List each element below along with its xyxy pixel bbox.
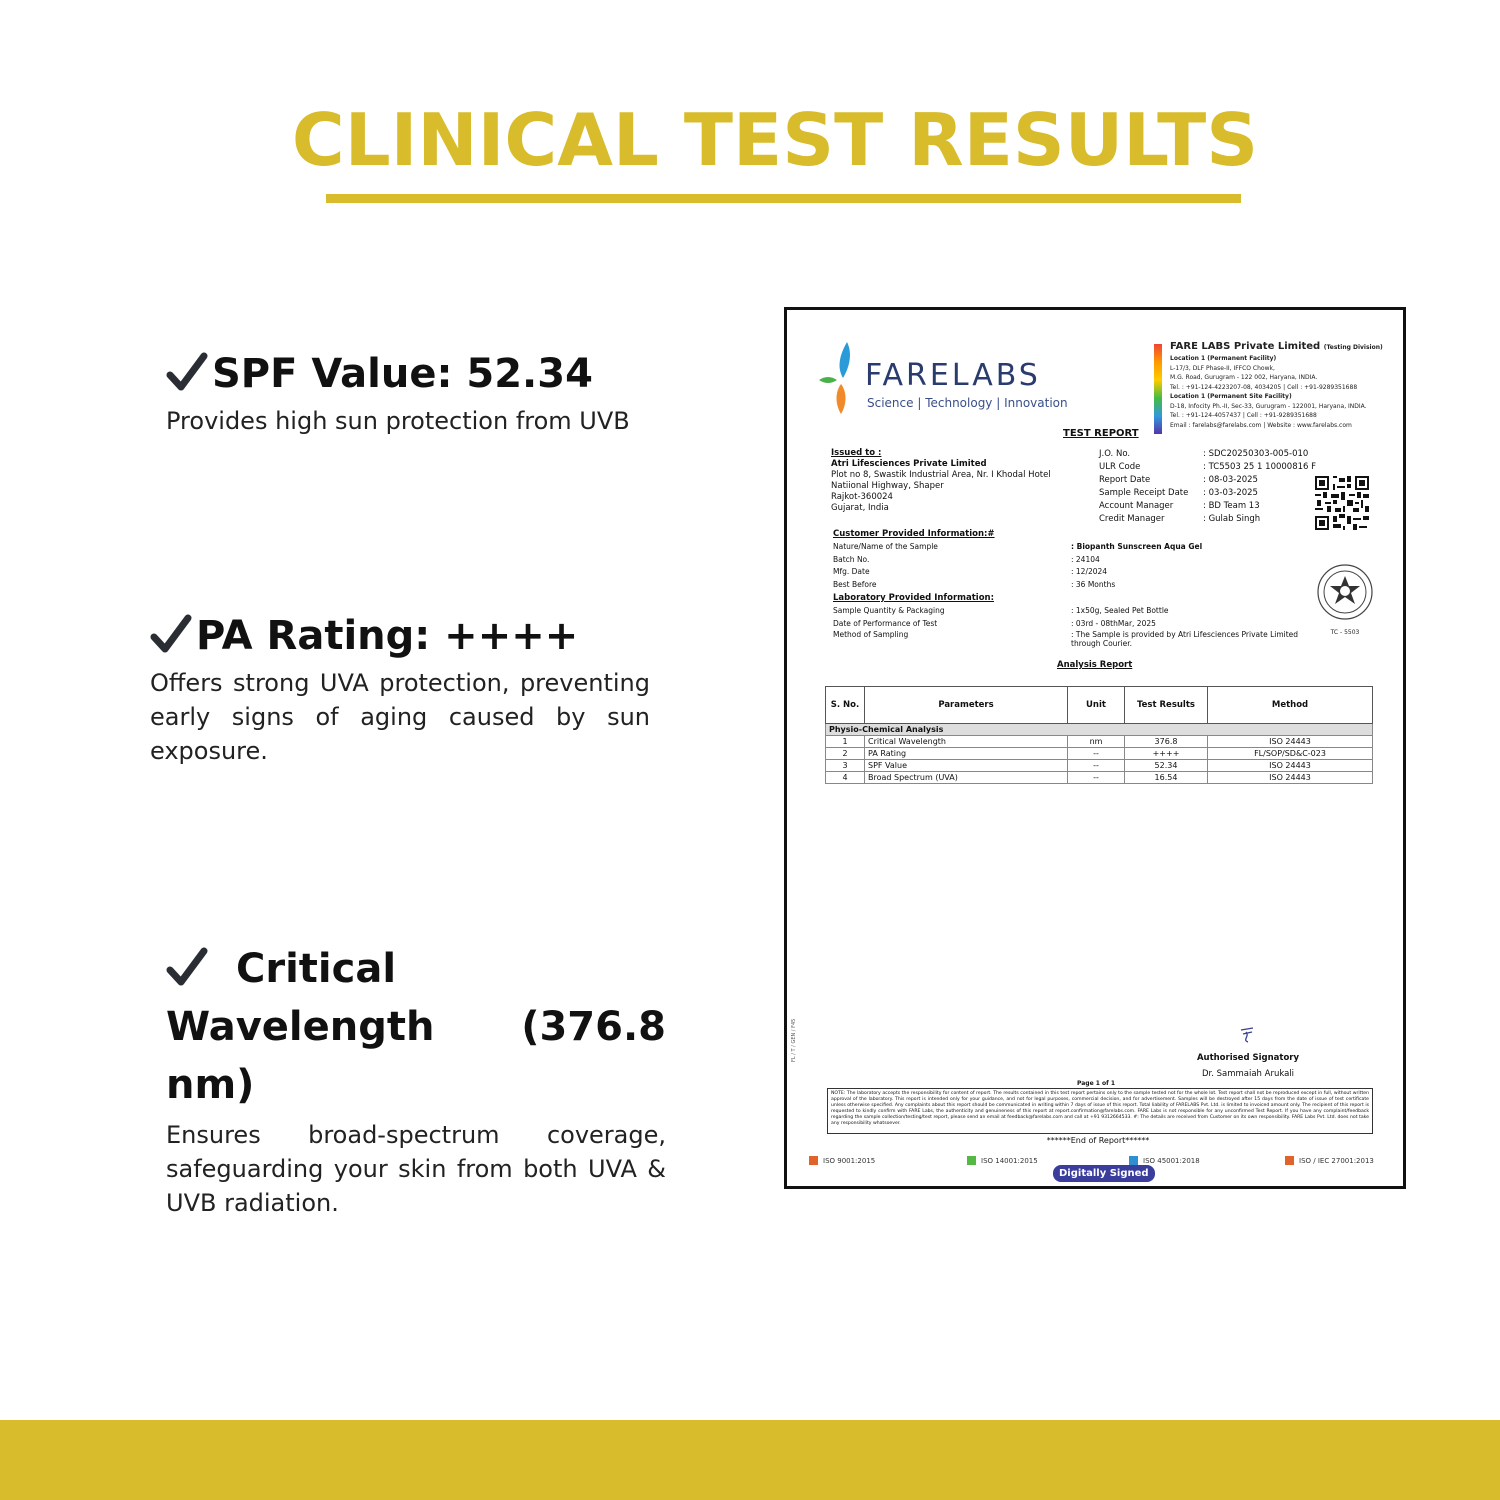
cell-result: ++++	[1125, 748, 1208, 760]
spf-description: Provides high sun protection from UVB	[166, 407, 630, 435]
cell-unit: --	[1068, 748, 1125, 760]
table-section-row	[826, 724, 1373, 736]
job-info-row: Credit Manager : Gulab Singh	[1099, 514, 1261, 524]
column-header: Method	[1208, 687, 1373, 724]
lab-info-row: Method of Sampling : The Sample is provided by Atri Lifesciences Private Limited through Courier.	[833, 630, 1299, 649]
cell-sno: 4	[826, 772, 865, 784]
company-name: FARE LABS Private Limited (Testing Division)	[1170, 341, 1383, 352]
company-line: Tel. : +91-124-4223207-08, 4034205 | Cell : +91-9289351688	[1170, 383, 1358, 391]
page-title: CLINICAL TEST RESULTS	[291, 98, 1259, 182]
check-icon	[166, 940, 236, 998]
lab-info-heading: Laboratory Provided Information:	[833, 592, 995, 603]
issued-to-name: Atri Lifesciences Private Limited	[831, 459, 987, 469]
cell-parameter: Critical Wavelength	[865, 736, 1068, 748]
lab-info-row: Date of Performance of Test : 03rd - 08thMar, 2025	[833, 618, 1156, 628]
customer-info-row: Mfg. Date : 12/2024	[833, 567, 1108, 577]
farelabs-logo	[807, 338, 1107, 418]
cell-result: 52.34	[1125, 760, 1208, 772]
seal-label: TC - 5503	[1330, 629, 1360, 636]
cert-badge: ISO / IEC 27001:2013	[1285, 1156, 1374, 1165]
customer-info-row: Nature/Name of the Sample : Biopanth Sunscreen Aqua Gel	[833, 541, 1203, 551]
address-line: Natiional Highway, Shaper	[831, 481, 944, 491]
accreditation-seal-icon	[1315, 562, 1375, 640]
end-of-report: ******End of Report******	[1046, 1136, 1150, 1145]
pa-heading: PA Rating: ++++	[150, 610, 650, 662]
customer-info-heading: Customer Provided Information:#	[833, 529, 995, 539]
wavelength-heading: Critical Wavelength (376.8 nm)	[166, 940, 666, 1114]
pa-description: Offers strong UVA protection, preventing early signs of aging caused by sun exposure.	[150, 669, 650, 765]
signature-mark-icon	[1238, 1026, 1258, 1044]
iso-icon	[967, 1156, 976, 1165]
company-line: Tel. : +91-124-4057437 | Cell : +91-9289351688	[1170, 412, 1317, 419]
signatory-name: Dr. Sammaiah Arukali	[1201, 1069, 1295, 1079]
iso-icon	[1285, 1156, 1294, 1165]
company-address-block	[1154, 340, 1410, 430]
cell-unit: --	[1068, 760, 1125, 772]
customer-info-block	[833, 528, 1333, 648]
table-row	[826, 736, 1373, 748]
lab-info-row: Sample Quantity & Packaging : 1x50g, Sealed Pet Bottle	[833, 605, 1169, 615]
issued-to-label: Issued to :	[831, 448, 882, 458]
job-info-row: ULR Code : TC5503 25 1 10000816 F	[1099, 462, 1317, 472]
test-report-document	[784, 307, 1406, 1189]
cert-badge: ISO 9001:2015	[809, 1156, 875, 1165]
company-line: Location 1 (Permanent Site Facility)	[1170, 393, 1292, 400]
test-report-heading: TEST REPORT	[1063, 428, 1139, 439]
color-stripe	[1154, 344, 1162, 434]
check-icon	[150, 610, 196, 662]
logo-tagline: Science | Technology | Innovation	[867, 396, 1068, 410]
company-line: Email : farelabs@farelabs.com | Website : www.farelabs.com	[1170, 421, 1352, 429]
iso-icon	[1129, 1156, 1138, 1165]
column-header: Unit	[1068, 687, 1125, 724]
customer-info-row: Batch No. : 24104	[833, 554, 1100, 564]
cert-badge: ISO 14001:2015	[967, 1156, 1038, 1165]
cell-method: FL/SOP/SD&C-023	[1208, 748, 1373, 760]
cell-parameter: PA Rating	[865, 748, 1068, 760]
page-number: Page 1 of 1	[1077, 1080, 1115, 1087]
cell-sno: 3	[826, 760, 865, 772]
column-header: Test Results	[1125, 687, 1208, 724]
table-row	[826, 748, 1373, 760]
cert-badge: ISO 45001:2018	[1129, 1156, 1200, 1165]
form-code: FL / T / GEN / F45	[791, 1018, 797, 1062]
qr-code-icon	[1313, 474, 1371, 532]
spf-heading: SPF Value: 52.34	[166, 348, 726, 400]
address-line: Gujarat, India	[831, 503, 889, 513]
column-header: S. No.	[826, 687, 865, 724]
job-info-block	[1099, 448, 1316, 526]
cell-unit: nm	[1068, 736, 1125, 748]
pa-claim	[150, 610, 650, 768]
drop-icon	[817, 338, 857, 418]
column-header: Parameters	[865, 687, 1068, 724]
signatory-block	[1183, 1026, 1313, 1082]
title-underline	[326, 194, 1241, 203]
signatory-title: Authorised Signatory	[1196, 1053, 1300, 1063]
table-header-row	[826, 687, 1373, 724]
address-line: Rajkot-360024	[831, 492, 893, 502]
cell-sno: 1	[826, 736, 865, 748]
cell-method: ISO 24443	[1208, 760, 1373, 772]
address-line: Plot no 8, Swastik Industrial Area, Nr. I Khodal Hotel	[831, 470, 1051, 480]
table-row	[826, 772, 1373, 784]
results-table	[825, 686, 1373, 784]
wavelength-description: Ensures broad-spectrum coverage, safeguarding your skin from both UVA & UVB radiation.	[166, 1121, 666, 1217]
job-info-row: J.O. No. : SDC20250303-005-010	[1099, 449, 1309, 459]
cell-unit: --	[1068, 772, 1125, 784]
job-info-row: Sample Receipt Date : 03-03-2025	[1099, 488, 1258, 498]
company-line: L-17/3, DLF Phase-II, IFFCO Chowk,	[1170, 364, 1275, 372]
company-line: D-18, Infocity Ph.-II, Sec-33, Gurugram - 122001, Haryana, INDIA.	[1170, 402, 1367, 410]
cell-method: ISO 24443	[1208, 736, 1373, 748]
company-line: M.G. Road, Gurugram - 122 002, Haryana, INDIA.	[1170, 374, 1318, 381]
logo-wordmark: FARELABS	[865, 358, 1041, 393]
analysis-report-heading: Analysis Report	[1057, 660, 1133, 670]
digitally-signed-badge: Digitally Signed	[1053, 1165, 1155, 1182]
customer-info-row: Best Before : 36 Months	[833, 580, 1116, 590]
company-line: Location 1 (Permanent Facility)	[1170, 355, 1277, 362]
issued-to-block	[831, 448, 1091, 514]
section-label: Physio-Chemical Analysis	[826, 724, 1373, 736]
table-row	[826, 760, 1373, 772]
job-info-row: Report Date : 08-03-2025	[1099, 475, 1258, 485]
cell-method: ISO 24443	[1208, 772, 1373, 784]
footer-band	[0, 1420, 1500, 1500]
cell-result: 16.54	[1125, 772, 1208, 784]
wavelength-claim	[166, 940, 666, 1220]
cell-parameter: Broad Spectrum (UVA)	[865, 772, 1068, 784]
spf-claim	[166, 348, 726, 438]
cell-parameter: SPF Value	[865, 760, 1068, 772]
iso-icon	[809, 1156, 818, 1165]
disclaimer-note: NOTE: The laboratory accepts the responsibility for content of report. The results contained in this test report pertains only to the sample tested not for the whole lot. Test report shall not be reproduced except in full, without written approval of the laboratory. This report is intended only for your guidance, and not for legal purposes, commercial decision, and for advertisement. Samples will be destroyed after 15 days from the date of issue of test certificate unless otherwise specified. Any complaints about this report should be communicated in writing within 7 days of issue of this report. Total liability of FARELABS Pvt. Ltd. is limited to invoiced amount only. The recipient of this report is requested to kindly confirm with FARE Labs, the authenticity and genuineness of this report at report.confirmation@farelabs.com. FARE Labs is not responsible for any unconfirmed Test Report. If you have any complaint/feedback regarding the sample collection/testing/test report, please send an email at feedback@farelabs.com and call at +91 9312664533. #: The details are received from Customer on its own responsibility. FARE Labs Pvt. Ltd. does not take any responsibility whatsoever.	[827, 1088, 1373, 1134]
cell-result: 376.8	[1125, 736, 1208, 748]
job-info-row: Account Manager : BD Team 13	[1099, 501, 1260, 511]
cell-sno: 2	[826, 748, 865, 760]
check-icon	[166, 348, 212, 400]
